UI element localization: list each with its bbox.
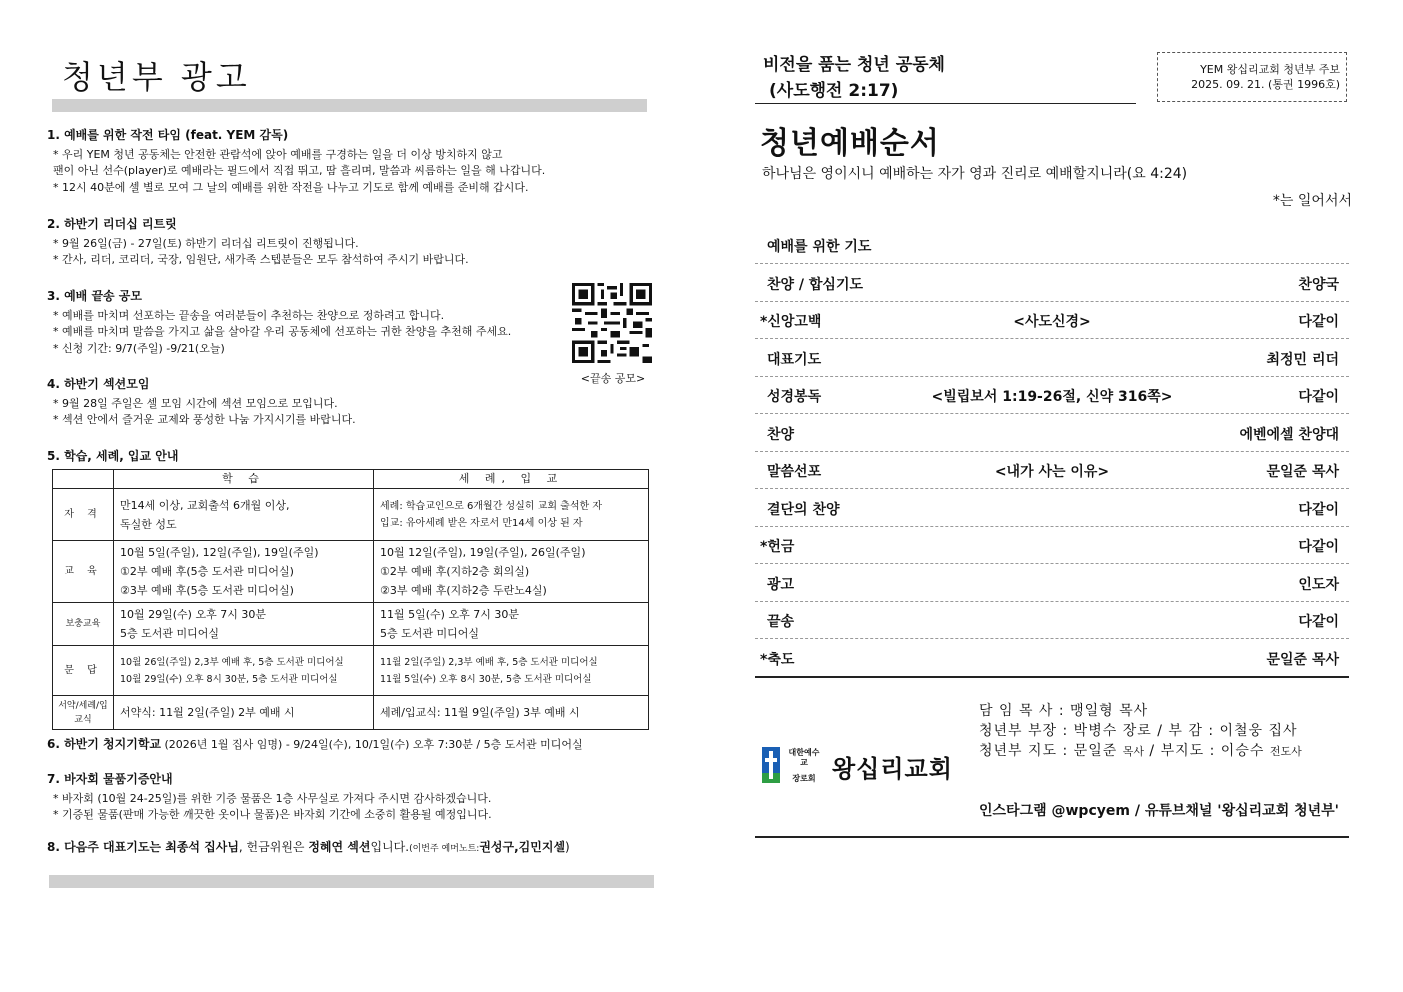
order-item-name: *헌금	[760, 539, 795, 555]
order-item-detail: <내가 사는 이유>	[994, 464, 1110, 480]
table-cell	[374, 696, 649, 730]
table-row-label: 교 육	[53, 541, 114, 603]
table-row	[53, 603, 649, 646]
cross-icon	[762, 747, 780, 783]
church-logo	[762, 745, 962, 783]
table-cell	[374, 489, 649, 541]
order-item-name: 결단의 찬양	[767, 501, 840, 518]
staff-line	[979, 741, 1302, 762]
cell-line: 10월 29일(수) 오후 7시 30분	[120, 608, 266, 621]
cell-line: 세례/입교식: 11월 9일(주일) 3부 예배 시	[380, 706, 580, 719]
order-item-person: 최정민 리더	[1266, 351, 1339, 368]
section-text: 입니다.	[370, 840, 410, 854]
order-row	[755, 339, 1349, 377]
table-row	[53, 646, 649, 696]
motto-underline	[755, 103, 1136, 104]
section-heading: 1. 예배를 위한 작전 타임 (feat. YEM 감독)	[47, 128, 289, 142]
cell-line: 서약식: 11월 2일(주일) 2부 예배 시	[120, 706, 295, 719]
section-line: * 12시 40분에 셀 별로 모여 그 날의 예배를 위한 작전을 나누고 기도로 함께 예배를 준비해 갑시다.	[53, 180, 529, 194]
offering-team: 정혜연 섹션	[308, 840, 371, 854]
bulletin-info-box	[1157, 52, 1347, 102]
order-item-person: 다같이	[1298, 501, 1339, 518]
motto-reference: (사도행전 2:17)	[769, 81, 899, 101]
order-item-name: 대표기도	[767, 351, 822, 368]
order-row	[755, 414, 1349, 452]
section-line: * 9월 28일 주일은 셀 모임 시간에 섹션 모임으로 모입니다.	[53, 396, 338, 410]
order-item-name: 예배를 위한 기도	[767, 239, 872, 255]
cell-line: 11월 5일(수) 오후 7시 30분	[380, 608, 519, 621]
cell-line: 만14세 이상, 교회출석 6개월 이상,	[120, 498, 290, 512]
staff-title: 전도사	[1269, 745, 1302, 758]
table-header-row	[53, 470, 649, 489]
order-item-detail: <사도신경>	[1013, 314, 1091, 330]
order-row	[755, 376, 1349, 414]
section-heading: 6. 하반기 청지기학교	[47, 737, 162, 751]
table-cell	[114, 696, 374, 730]
qr-caption: <끝송 공모>	[580, 372, 646, 385]
cell-line: 11월 2일(주일) 2,3부 예배 후, 5층 도서관 미디어실	[380, 656, 598, 668]
note-names: 권성구,김민지셀	[479, 840, 566, 854]
order-row	[755, 301, 1349, 339]
section-text: (2026년 1월 집사 임명) - 9/24일(수), 10/1일(수) 오후 7:30분 / 5층 도서관 미디어실	[161, 738, 583, 751]
table-header-empty	[53, 470, 114, 489]
section-line	[47, 736, 647, 754]
staff-list	[979, 701, 1302, 762]
cell-line: 세례: 학습교인으로 6개월간 성실히 교회 출석한 자	[380, 500, 603, 512]
order-item-name: 광고	[767, 576, 795, 593]
notice-section-5	[47, 448, 647, 468]
qr-code-icon[interactable]	[572, 283, 652, 363]
cell-line: 10월 26일(주일) 2,3부 예배 후, 5층 도서관 미디어실	[120, 656, 344, 668]
note-label: (이번주 예머노트:	[409, 844, 480, 854]
section-heading: 5. 학습, 세례, 입교 안내	[47, 449, 179, 463]
order-item-detail: <빌립보서 1:19-26절, 신약 316쪽>	[931, 389, 1173, 405]
order-row	[755, 639, 1349, 678]
bottom-rule	[755, 836, 1349, 838]
order-item-person: 다같이	[1298, 314, 1339, 330]
cell-line: ①2부 예배 후(5층 도서관 미디어실)	[120, 565, 294, 578]
order-item-person: 다같이	[1298, 539, 1339, 555]
cell-line: 독실한 성도	[120, 517, 177, 531]
table-cell	[114, 646, 374, 696]
logo-denomination	[786, 747, 822, 783]
section-line: * 바자회 (10월 24-25일)를 위한 기증 물품은 1층 사무실로 가져다 주시면 감사하겠습니다.	[53, 791, 492, 805]
footer-bar	[49, 875, 654, 888]
table-row	[53, 489, 649, 541]
table-row-label: 문 답	[53, 646, 114, 696]
stand-note: *는 일어서서	[1272, 193, 1352, 209]
order-row	[755, 526, 1349, 564]
cell-line: 5층 도서관 미디어실	[120, 627, 219, 640]
cell-line: 11월 5일(수) 오후 8시 30분, 5층 도서관 미디어실	[380, 673, 592, 685]
staff-line: 담 임 목 사 : 맹일형 목사	[979, 703, 1149, 719]
section-line: 팬이 아닌 선수(player)로 예배라는 필드에서 직접 뛰고, 땀 흘리며, 말씀과 씨름하는 일을 해 나갑니다.	[53, 164, 546, 177]
table-header: 학 습	[114, 470, 374, 489]
table-row-label: 자 격	[53, 489, 114, 541]
cell-line: ②3부 예배 후(5층 도서관 미디어실)	[120, 584, 294, 597]
section-heading: 4. 하반기 섹션모임	[47, 377, 150, 391]
order-item-person: 문일준 목사	[1266, 651, 1339, 668]
order-item-person: 에벤에셀 찬양대	[1239, 426, 1339, 443]
cell-line: 5층 도서관 미디어실	[380, 627, 479, 640]
section-line: * 간사, 리더, 코리더, 국장, 임원단, 새가족 스텝분들은 모두 참석하여 주시기 바랍니다.	[53, 253, 469, 266]
notice-section-4	[47, 376, 647, 429]
section-heading: 8. 다음주 대표기도는	[47, 840, 166, 854]
section-line: * 우리 YEM 청년 공동체는 안전한 관람석에 앉아 예배를 구경하는 일을 더 이상 방치하지 않고	[53, 147, 503, 161]
notice-section-7	[47, 771, 647, 824]
staff-text: 청년부 지도 : 문일준	[979, 743, 1123, 759]
section-line	[47, 839, 647, 858]
staff-text: / 부지도 : 이승수	[1143, 743, 1270, 759]
cell-line: ①2부 예배 후(지하2층 회의실)	[380, 565, 530, 578]
scripture-verse: 하나님은 영이시니 예배하는 자가 영과 진리로 예배할지니라(요 4:24)	[762, 166, 1188, 182]
table-cell	[374, 646, 649, 696]
section-text: , 헌금위원은	[238, 840, 309, 854]
table-row-label: 보충교육	[53, 603, 114, 646]
order-item-name: 끝송	[767, 614, 795, 630]
section-line: * 예배를 마치며 선포하는 끝송을 여러분들이 추천하는 찬양으로 정하려고 합니다.	[53, 308, 445, 322]
cell-line: 입교: 유아세례 받은 자로서 만14세 이상 된 자	[380, 517, 583, 529]
section-heading: 3. 예배 끝송 공모	[47, 289, 142, 303]
table-cell	[114, 603, 374, 646]
cell-line: 10월 5일(주일), 12일(주일), 19일(주일)	[120, 546, 319, 559]
order-item-person: 다같이	[1298, 614, 1339, 630]
order-item-name: *축도	[760, 651, 795, 668]
motto	[763, 52, 945, 104]
staff-title: 목사	[1122, 745, 1144, 758]
notice-section-2	[47, 216, 647, 269]
table-cell	[374, 541, 649, 603]
section-heading: 2. 하반기 리더십 리트릿	[47, 217, 177, 231]
social-links[interactable]: 인스타그램 @wpcyem / 유튜브채널 '왕십리교회 청년부'	[979, 803, 1339, 819]
order-item-name: 찬양	[767, 426, 795, 443]
order-row	[755, 489, 1349, 527]
notice-section-6	[47, 736, 647, 754]
table-cell	[114, 489, 374, 541]
logo-church-name: 왕십리교회	[832, 754, 953, 783]
order-item-name: 성경봉독	[767, 389, 822, 405]
order-item-person: 다같이	[1298, 389, 1339, 405]
order-title: 청년예배순서	[760, 126, 940, 161]
order-item-name: 찬양 / 합심기도	[767, 276, 864, 293]
cell-line: 10월 12일(주일), 19일(주일), 26일(주일)	[380, 546, 586, 559]
order-row	[755, 564, 1349, 602]
staff-line: 청년부 부장 : 박병수 장로 / 부 감 : 이철웅 집사	[979, 723, 1298, 739]
cell-line: 10월 29일(수) 오후 8시 30분, 5층 도서관 미디어실	[120, 673, 338, 685]
note-close: )	[565, 840, 570, 854]
title-underline-bar	[52, 99, 647, 112]
section-line: * 섹션 안에서 즐거운 교제와 풍성한 나눔 가지시기를 바랍니다.	[53, 413, 356, 426]
order-item-person: 인도자	[1298, 576, 1339, 593]
logo-small-text: 대한예수교	[788, 747, 820, 767]
notice-section-8	[47, 839, 647, 858]
bulletin-date: 2025. 09. 21. (통권 1996호)	[1191, 78, 1340, 91]
table-row	[53, 696, 649, 730]
table-row-label: 서약/세례/입교식	[53, 696, 114, 730]
order-item-name: *신앙고백	[760, 314, 822, 330]
order-row	[755, 226, 1349, 264]
table-cell	[374, 603, 649, 646]
section-line: * 예배를 마치며 말씀을 가지고 삶을 살아갈 우리 공동체에 선포하는 귀한 찬양을 추천해 주세요.	[53, 325, 512, 338]
logo-small-text: 장로회	[792, 773, 816, 783]
order-item-name: 말씀선포	[767, 464, 822, 480]
notice-section-1	[47, 127, 647, 196]
order-item-person: 찬양국	[1298, 276, 1339, 293]
prayer-leader: 최종석 집사님	[165, 840, 239, 854]
notice-section-3	[47, 288, 647, 357]
cell-line: ②3부 예배 후(지하2층 두란노4실)	[380, 584, 547, 597]
page-title: 청년부 광고	[62, 58, 251, 96]
section-line: * 9월 26일(금) - 27일(토) 하반기 리더십 리트릿이 진행됩니다.	[53, 236, 359, 250]
bulletin-name: YEM 왕십리교회 청년부 주보	[1200, 63, 1340, 76]
motto-line: 비전을 품는 청년 공동체	[763, 55, 945, 75]
order-row	[755, 601, 1349, 639]
order-item-person: 문일준 목사	[1266, 464, 1339, 480]
section-line: * 기증된 물품(판매 가능한 깨끗한 옷이나 물품)은 바자회 기간에 소중히 활용될 예정입니다.	[53, 808, 492, 821]
section-heading: 7. 바자회 물품기증안내	[47, 772, 173, 786]
baptism-info-table	[52, 469, 649, 730]
table-cell	[114, 541, 374, 603]
section-line: * 신청 기간: 9/7(주일) -9/21(오늘)	[53, 341, 225, 355]
order-row	[755, 451, 1349, 489]
order-row	[755, 264, 1349, 302]
table-header: 세 례, 입 교	[374, 470, 649, 489]
table-row	[53, 541, 649, 603]
